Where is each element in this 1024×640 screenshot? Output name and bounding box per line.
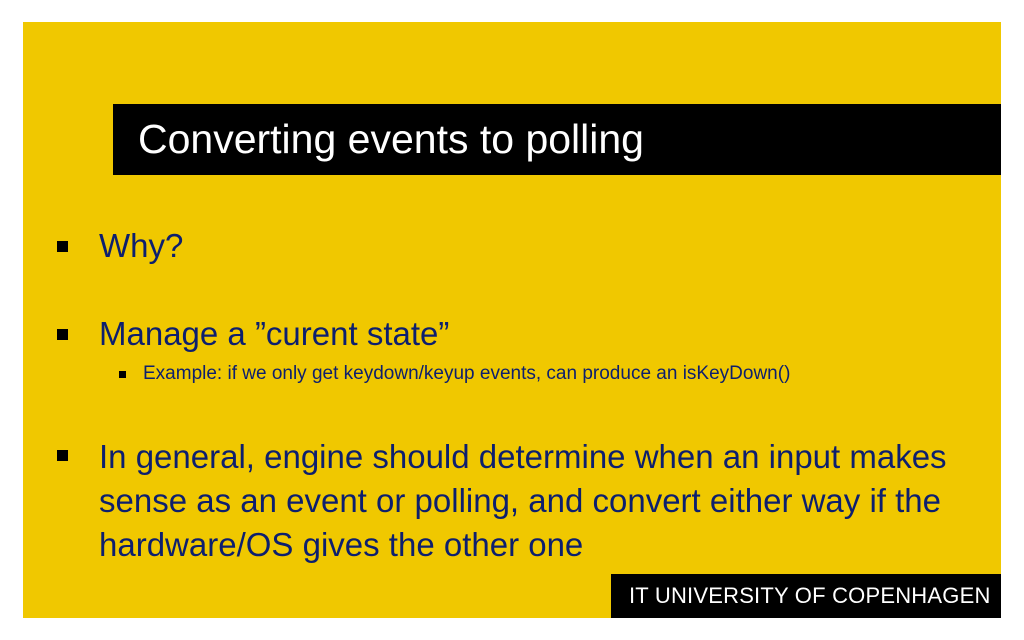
- square-bullet-icon: [57, 241, 68, 252]
- bullet-in-general: [99, 435, 947, 567]
- bullet-manage-state: [99, 314, 449, 354]
- bullet-text: Manage a ”curent state”: [99, 315, 450, 352]
- slide-title: Converting events to polling: [138, 116, 644, 162]
- university-name: IT UNIVERSITY OF COPENHAGEN: [629, 583, 991, 608]
- title-bar: [113, 104, 1001, 175]
- square-bullet-icon: [57, 329, 68, 340]
- bullet-line: sense as an event or polling, and convert either way if the: [99, 482, 941, 519]
- sub-bullet-text: Example: if we only get keydown/keyup events, can produce an isKeyDown(): [143, 363, 791, 384]
- bullet-line: hardware/OS gives the other one: [99, 526, 584, 563]
- square-bullet-icon: [57, 450, 68, 461]
- sub-bullet-example: [143, 362, 790, 386]
- bullet-why: [99, 226, 183, 266]
- bullet-text: Why?: [99, 227, 184, 264]
- slide: [23, 22, 1001, 618]
- square-bullet-icon: [119, 371, 126, 378]
- bullet-line: In general, engine should determine when an input makes: [99, 438, 947, 475]
- footer-bar: [611, 574, 1001, 618]
